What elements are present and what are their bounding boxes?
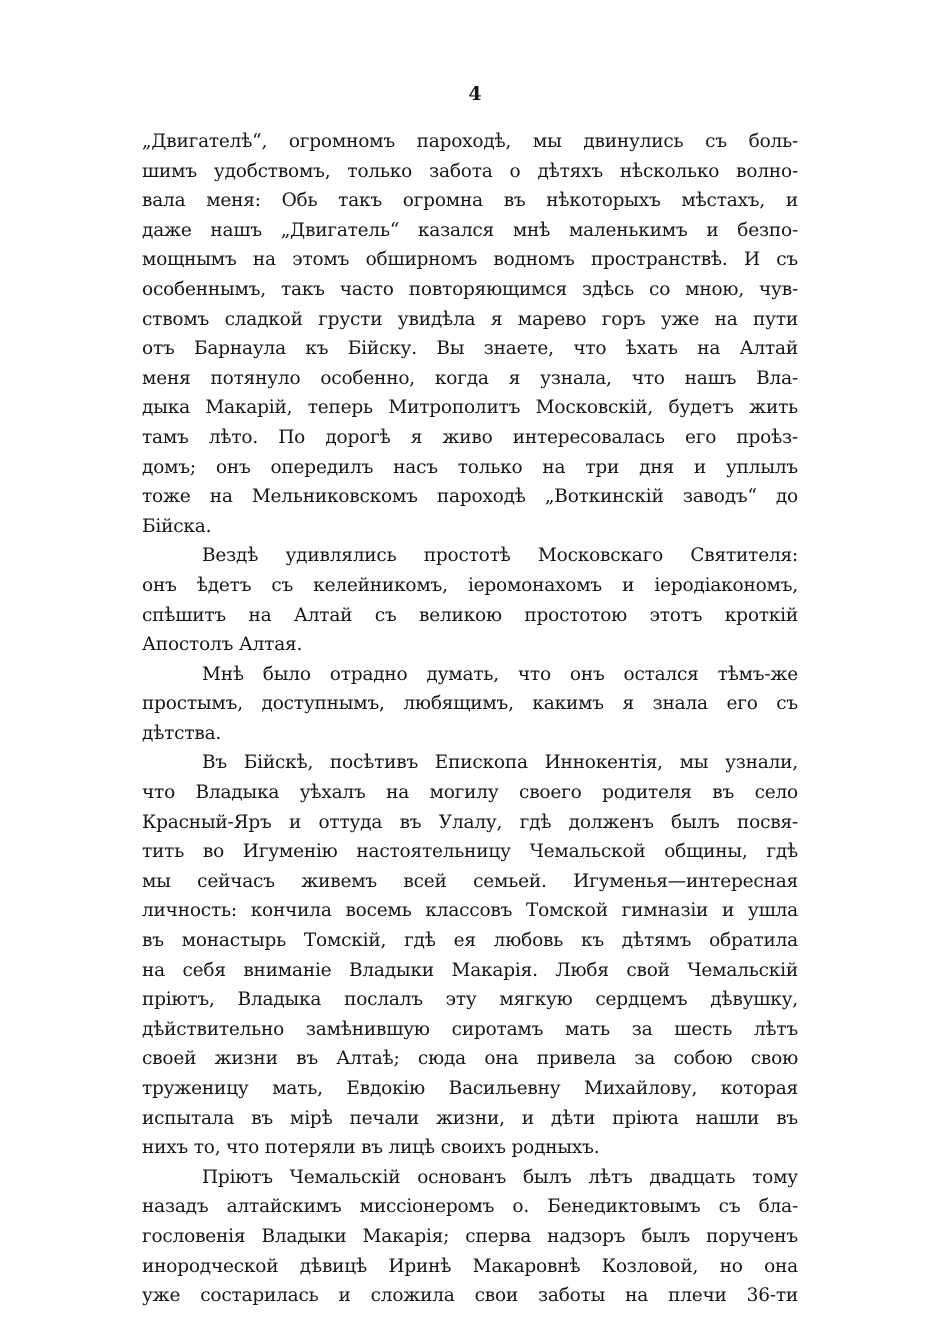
text-line: тить во Игуменію настоятельницу Чемальской общины, гдѣ bbox=[142, 841, 798, 863]
text-line: тамъ лѣто. По дорогѣ я живо интересовалась его проѣз- bbox=[142, 426, 798, 448]
text-line: меня потянуло особенно, когда я узнала, что нашъ Вла- bbox=[142, 367, 798, 389]
text-line: инородческой дѣвицѣ Иринѣ Макаровнѣ Козловой, но она bbox=[142, 1255, 798, 1277]
text-line: Красный-Яръ и оттуда въ Улалу, гдѣ долженъ былъ посвя- bbox=[142, 811, 798, 833]
text-line: на себя вниманіе Владыки Макарія. Любя свой Чемальскій bbox=[142, 959, 798, 981]
text-line: личность: кончила восемь классовъ Томской гимназіи и ушла bbox=[142, 900, 798, 922]
text-line: отъ Барнаула къ Бійску. Вы знаете, что ѣхать на Алтай bbox=[142, 338, 798, 360]
text-line: мощнымъ на этомъ обширномъ водномъ пространствѣ. И съ bbox=[142, 249, 798, 271]
text-line: пріютъ, Владыка послалъ эту мягкую сердцемъ дѣвушку, bbox=[142, 989, 798, 1011]
text-line: своей жизни въ Алтаѣ; сюда она привела за собою свою bbox=[142, 1048, 798, 1070]
text-line: испытала въ мірѣ печали жизни, и дѣти пріюта нашли въ bbox=[142, 1107, 798, 1129]
text-line: Въ Бійскѣ, посѣтивъ Епископа Иннокентія, мы узнали, bbox=[202, 752, 798, 774]
text-line: домъ; онъ опередилъ насъ только на три дня и уплылъ bbox=[142, 456, 798, 478]
text-line: „Двигателѣ“, огромномъ пароходѣ, мы двинулись съ боль- bbox=[142, 131, 798, 152]
body-text bbox=[142, 127, 798, 1311]
text-line: Вездѣ удивлялись простотѣ Московскаго Святителя: bbox=[202, 545, 798, 567]
text-line: даже нашъ „Двигатель“ казался мнѣ маленькимъ и безпо- bbox=[142, 219, 798, 241]
text-line: Мнѣ было отрадно думать, что онъ остался тѣмъ-же bbox=[202, 663, 798, 685]
text-line: Бійска. bbox=[142, 515, 212, 537]
text-line: назадъ алтайскимъ миссіонеромъ о. Бенедиктовымъ съ бла- bbox=[142, 1196, 798, 1218]
text-line: гословенія Владыки Макарія; сперва надзоръ былъ порученъ bbox=[142, 1225, 798, 1247]
text-line: онъ ѣдетъ съ келейникомъ, іеромонахомъ и іеродіакономъ, bbox=[142, 574, 798, 596]
text-line: спѣшитъ на Алтай съ великою простотою этотъ кроткій bbox=[142, 604, 798, 626]
text-line: что Владыка уѣхалъ на могилу своего родителя въ село bbox=[142, 782, 798, 804]
text-line: уже состарилась и сложила свои заботы на плечи 36-ти bbox=[142, 1285, 798, 1307]
text-line: дѣйствительно замѣнившую сиротамъ мать за шесть лѣтъ bbox=[142, 1018, 798, 1040]
text-line: ствомъ сладкой грусти увидѣла я марево горъ уже на пути bbox=[142, 308, 798, 330]
text-line: вала меня: Обь такъ огромна въ нѣкоторыхъ мѣстахъ, и bbox=[142, 190, 798, 212]
text-line: труженицу мать, Евдокію Васильевну Михайлову, которая bbox=[142, 1078, 798, 1099]
text-line: Апостолъ Алтая. bbox=[142, 634, 303, 656]
text-line: Пріютъ Чемальскій основанъ былъ лѣтъ двадцать тому bbox=[202, 1166, 798, 1188]
text-line: въ монастырь Томскій, гдѣ ея любовь къ дѣтямъ обратила bbox=[142, 930, 798, 952]
text-line: шимъ удобствомъ, только забота о дѣтяхъ нѣсколько волно- bbox=[142, 160, 798, 182]
text-line: тоже на Мельниковскомъ пароходѣ „Воткинскій заводъ“ до bbox=[142, 486, 798, 508]
page-number: 4 bbox=[468, 83, 482, 105]
text-line: особеннымъ, такъ часто повторяющимся здѣсь со мною, чув- bbox=[142, 278, 798, 300]
text-line: простымъ, доступнымъ, любящимъ, какимъ я знала его съ bbox=[142, 693, 798, 715]
text-line: мы сейчасъ живемъ всей семьей. Игуменья—интересная bbox=[142, 870, 798, 892]
text-line: дѣтства. bbox=[142, 722, 222, 744]
text-line: нихъ то, что потеряли въ лицѣ своихъ родныхъ. bbox=[142, 1137, 600, 1159]
text-line: дыка Макарій, теперь Митрополитъ Московскій, будетъ жить bbox=[142, 397, 798, 419]
